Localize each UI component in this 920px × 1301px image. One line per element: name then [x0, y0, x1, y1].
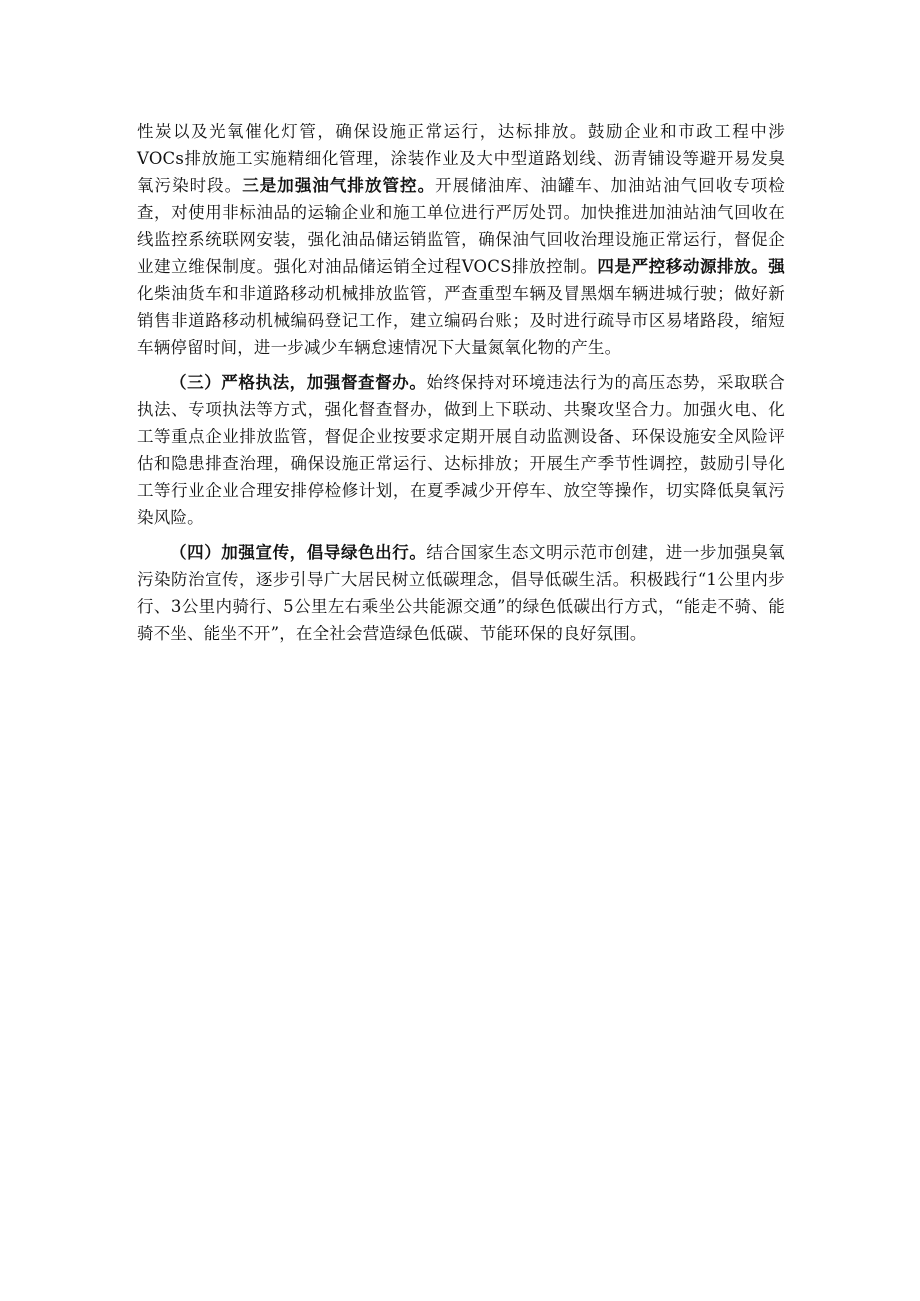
paragraph-vocs-oil-mobile	[137, 118, 785, 361]
text-run: 开展储油库、油罐车、加油站油气回收专项检查，对使用非标油品的运输企业和施工单位进行严厉处罚。加快推进加油站油气回收在线监控系统联网安装，强化油品储运销监管，确保油气回收治理设施正常运行，督促企业建立维保制度。强化对油品储运销全过程VOCS排放控制。	[137, 176, 786, 276]
text-run: 始终保持对环境违法行为的高压态势，采取联合执法、专项执法等方式，强化督查督办，做到上下联动、共聚攻坚合力。加强火电、化工等重点企业排放监管，督促企业按要求定期开展自动监测设备、环保设施安全风险评估和隐患排查治理，确保设施正常运行、达标排放；开展生产季节性调控，鼓励引导化工等行业企业合理安排停检修计划，在夏季减少开停车、放空等操作，切实降低臭氧污染风险。	[137, 373, 786, 527]
text-run: 性炭以及光氧催化灯管，确保设施正常运行，达标排放。鼓励企业和市政工程中涉VOCs排放施工实施精细化管理，涂装作业及大中型道路划线、沥青铺设等避开易发臭氧污染时段。	[137, 122, 785, 195]
section-heading-enforcement: （三）严格执法，加强督查督办。	[170, 373, 427, 392]
paragraph-strict-enforcement	[137, 369, 785, 531]
text-run: 结合国家生态文明示范市创建，进一步加强臭氧污染防治宣传，逐步引导广大居民树立低碳理念，倡导低碳生活。积极践行“1公里内步行、3公里内骑行、5公里左右乘坐公共能源交通”的绿色低碳出行方式，“能走不骑、能骑不坐、能坐不开”，在全社会营造绿色低碳、节能环保的良好氛围。	[137, 543, 786, 643]
paragraph-green-travel	[137, 539, 785, 647]
document-body	[137, 118, 785, 647]
heading-run-oil-gas-control: 三是加强油气排放管控。	[242, 176, 436, 195]
text-run: 化柴油货车和非道路移动机械排放监管，严查重型车辆及冒黑烟车辆进城行驶；做好新销售非道路移动机械编码登记工作，建立编码台账；及时进行疏导市区易堵路段，缩短车辆停留时间，进一步减少车辆怠速情况下大量氮氧化物的产生。	[137, 284, 785, 357]
heading-run-mobile-source: 四是严控移动源排放。强	[597, 257, 785, 276]
section-heading-publicity: （四）加强宣传，倡导绿色出行。	[170, 543, 427, 562]
